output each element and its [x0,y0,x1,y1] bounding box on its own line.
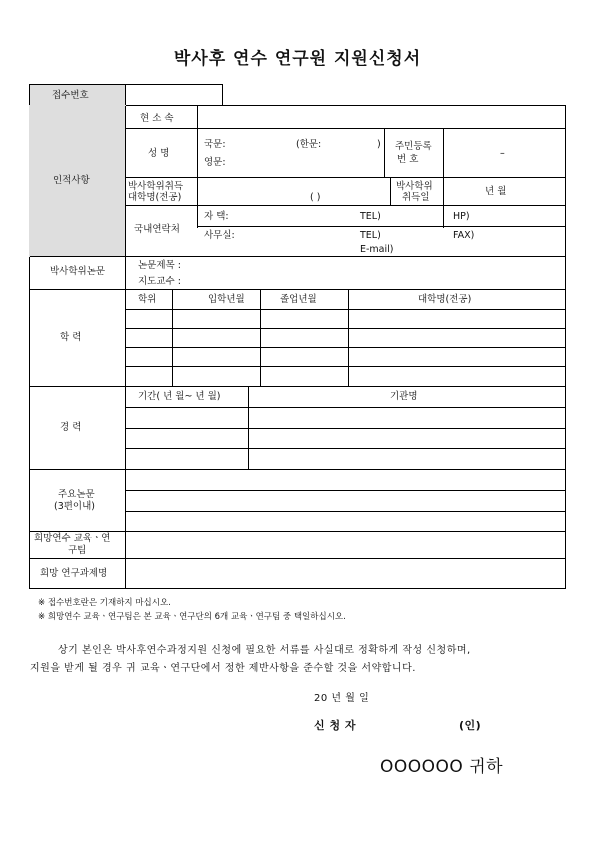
english-name-label: 영문: [204,157,226,168]
office-fax-label: FAX) [453,230,475,241]
home-label: 자 택: [204,211,229,222]
project-label: 희망 연구과제명 [40,568,108,579]
id-number-label-2: 번 호 [397,154,419,165]
id-number-label-1: 주민등록 [395,141,432,152]
degree-university-label-1: 박사학위취득 [128,181,184,192]
office-email-label: E-mail) [360,244,394,255]
page-title: 박사후 연수 연구원 지원신청서 [173,49,422,69]
home-hp-label: HP) [453,211,470,222]
education-header-entry: 입학년월 [208,294,245,305]
name-label: 성 명 [148,148,170,159]
affiliation-label: 현 소 속 [140,113,174,124]
note-receipt: ※ 접수번호란은 기재하지 마십시오. [38,598,171,608]
career-header-period: 기간( 년 월~ 년 월) [138,391,221,402]
home-tel-label: TEL) [360,211,381,222]
degree-date-label-2: 취득일 [402,192,430,203]
papers-label-1: 주요논문 [58,489,95,500]
team-label-1: 희망연수 교육ㆍ연 [34,533,111,544]
team-label-2: 구팀 [68,545,87,556]
personal-section-label [29,105,126,257]
korean-name-label: 국문: [204,139,226,150]
hanja-name-label: (한문: [296,139,322,150]
receipt-number-field[interactable] [125,84,223,106]
career-section-label: 경 력 [60,422,82,433]
pledge-line-1: 상기 본인은 박사후연수과정지원 신청에 필요한 서류를 사실대로 정확하게 작성 신청하며, [58,645,471,656]
papers-label-2: (3편이내) [54,501,95,512]
education-header-degree: 학위 [138,294,157,305]
application-date: 20 년 월 일 [314,693,370,704]
degree-university-label-2: 대학명(전공) [128,192,182,203]
education-section-label: 학 력 [60,332,82,343]
education-header-university: 대학명(전공) [418,294,472,305]
seal-mark: (인) [459,719,482,732]
receipt-label-cell [29,84,126,106]
receipt-label: 접수번호 [52,90,89,101]
degree-major-parens: ( ) [310,192,321,203]
note-team: ※ 희망연수 교육ㆍ연구팀은 본 교육ㆍ연구단의 6개 교육ㆍ연구팀 중 택일하십시오. [38,612,346,622]
applicant-label: 신 청 자 [314,719,357,732]
office-label: 사무실: [204,230,235,241]
degree-date-year-month: 년 월 [485,186,507,197]
id-number-dash: – [500,148,505,159]
personal-section-text: 인적사항 [53,175,90,186]
degree-date-label-1: 박사학위 [396,181,433,192]
affiliation-field[interactable] [198,107,564,127]
form-table [29,105,566,589]
hanja-close: ) [377,139,381,150]
pledge-line-2: 지원을 받게 될 경우 귀 교육ㆍ연구단에서 정한 제반사항을 준수할 것을 서약합니다. [30,663,416,674]
education-header-graduation: 졸업년월 [280,294,317,305]
office-tel-label: TEL) [360,230,381,241]
thesis-title-label: 논문제목 : [138,260,181,271]
addressee: OOOOOO 귀하 [380,757,504,777]
career-header-institution: 기관명 [390,391,418,402]
thesis-section-label: 박사학위논문 [50,266,106,277]
contact-label: 국내연락처 [134,224,180,235]
thesis-advisor-label: 지도교수 : [138,276,181,287]
